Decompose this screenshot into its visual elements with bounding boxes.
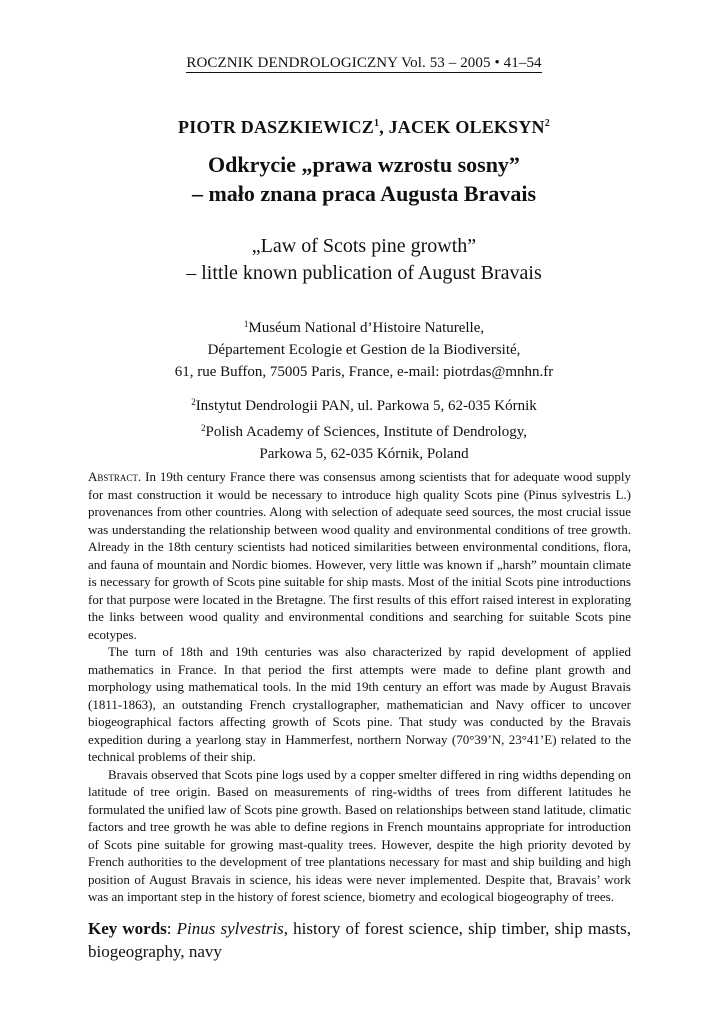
author-1-affiliation-mark: 1 [374, 118, 380, 129]
affiliation-1-mark: 1 [243, 319, 249, 329]
author-1-name: PIOTR DASZKIEWICZ [178, 117, 374, 137]
affiliation-1-line-2: Département Ecologie et Gestion de la Biodiversité, [207, 342, 521, 358]
keywords [88, 917, 631, 963]
abstract [88, 468, 631, 906]
title-polish-line-2: – mało znana praca Augusta Bravais [191, 181, 537, 206]
title-english [0, 233, 728, 287]
title-polish [0, 150, 728, 208]
abstract-paragraph-1-text: In 19th century France there was consensus among scientists that for adequate wood supply for mast construction it would be necessary to introduce high quality Scots pine (Pinus sylvestris L.) provenances from other countries. Along with selection of adequate seed sources, the most crucial issue was understanding the relationship between wood quality and environmental conditions of tree growth. Already in the 18th century scientists had noticed similarities between environmental conditions, flora, and fauna of mountain and Nordic biomes. However, very little was known if „harsh” mountain climate is necessary for growth of Scots pine suitable for ship masts. Most of the initial Scots pine introductions for that purpose were located in the Bretagne. The first results of this effort raised interest in explorating the links between wood quality and environmental conditions and searching for suitable Scots pine ecotypes. [88, 469, 632, 642]
keywords-colon: : [166, 919, 177, 938]
affiliation-2-line-1: Instytut Dendrologii PAN, ul. Parkowa 5, 62-035 Kórnik [195, 398, 537, 414]
abstract-label: Abstract [88, 469, 138, 484]
title-english-line-1: „Law of Scots pine growth” [251, 235, 477, 257]
affiliation-2-mark-b: 2 [201, 423, 206, 433]
author-list [0, 117, 728, 138]
title-english-line-2: – little known publication of August Bravais [186, 262, 542, 284]
affiliation-1-line-1: Muséum National d’Histoire Naturelle, [248, 320, 485, 336]
author-separator: , [379, 117, 389, 137]
affiliation-2-mark-a: 2 [191, 397, 196, 407]
title-polish-line-1: Odkrycie „prawa wzrostu sosny” [208, 152, 520, 177]
abstract-paragraph-3: Bravais observed that Scots pine logs used by a copper smelter differed in ring widths depending on latitude of tree origin. Based on measurements of ring-widths of trees from different latitudes he formulated the unified law of Scots pine growth. Based on relationships between stand latitude, climatic factors and tree growth he was able to define regions in French mountains appropriate for introduction of Scots pine suitable for growing mast-quality trees. However, despite the high priority devoted by French authorities to the development of tree plantations necessary for mast and ship building and high position of August Bravais in science, his ideas were never implemented. Despite that, Bravais’ work was an important step in the history of forest science, biometry and ecological biogeography of trees. [88, 766, 631, 904]
affiliation-1-line-3: 61, rue Buffon, 75005 Paris, France, e-mail: piotrdas@mnhn.fr [174, 364, 554, 380]
keywords-label: Key words [88, 919, 167, 938]
journal-header [0, 55, 728, 72]
affiliation-2-line-2: Polish Academy of Sciences, Institute of Dendrology, [205, 424, 527, 440]
affiliation-1 [0, 313, 728, 383]
journal-citation: ROCZNIK DENDROLOGICZNY Vol. 53 – 2005 • 41–54 [186, 55, 542, 71]
affiliation-2 [0, 391, 728, 465]
keywords-list: , history of forest science, ship timber, ship masts, biogeography, navy [88, 919, 631, 961]
author-2-affiliation-mark: 2 [544, 118, 550, 129]
abstract-paragraph-1: Abstract. In 19th century France there was consensus among scientists that for adequate wood supply for mast construction it would be necessary to introduce high quality Scots pine (Pinus sylvestris L.) provenances from other countries. Along with selection of adequate seed sources, the most crucial issue was understanding the relationship between wood quality and environmental conditions of tree growth. Already in the 18th century scientists had noticed similarities between environmental conditions, flora, and fauna of mountain and Nordic biomes. However, very little was known if „harsh” mountain climate is necessary for growth of Scots pine suitable for ship masts. Most of the initial Scots pine introductions for that purpose were located in the Bretagne. The first results of this effort raised interest in explorating the links between wood quality and environmental conditions and searching for suitable Scots pine ecotypes. [88, 469, 632, 642]
affiliation-2-line-3: Parkowa 5, 62-035 Kórnik, Poland [259, 446, 469, 462]
abstract-paragraph-2: The turn of 18th and 19th centuries was also characterized by rapid development of applied mathematics in France. In that period the first attempts were made to define plant growth and morphology using mathematical tools. In the mid 19th century an effort was made by August Bravais (1811-1863), an outstanding French crystallographer, mathematician and Navy officer to uncover biogeographical factors affecting growth of Scots pine. That study was conducted by the Bravais expedition during a yearlong stay in Hammerfest, northern Norway (70°39’N, 23°41’E) related to the technical problems of their ship. [88, 644, 631, 764]
author-2-name: JACEK OLEKSYN [388, 117, 545, 137]
keywords-species: Pinus sylvestris [176, 919, 284, 938]
